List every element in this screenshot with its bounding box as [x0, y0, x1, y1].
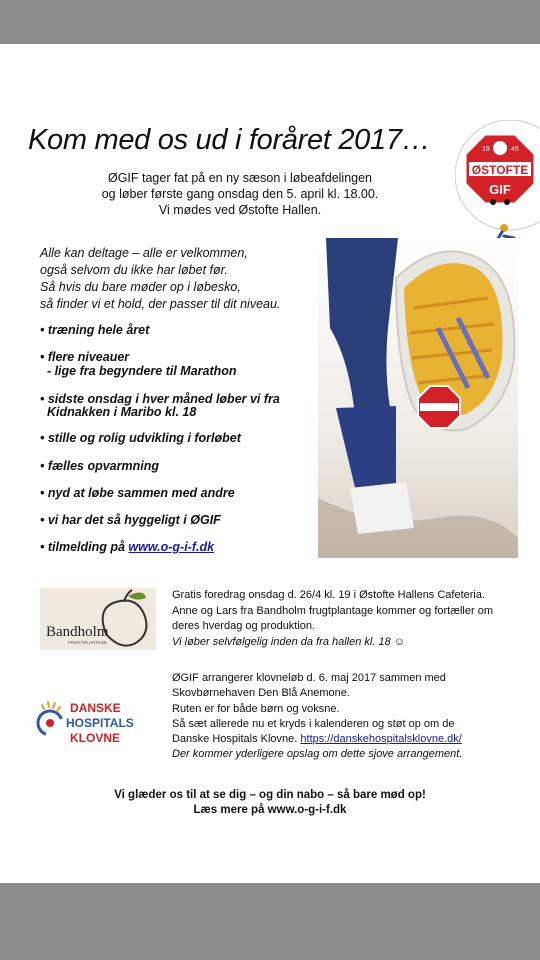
bandholm-line: Anne og Lars fra Bandholm frugtplantage kommer og fortæller om	[172, 604, 493, 617]
intro-line: ØGIF tager fat på en ny sæson i løbeafdelingen	[107, 171, 373, 185]
bottom-bar	[0, 883, 540, 960]
bullet-item: • vi har det så hyggeligt i ØGIF	[40, 513, 221, 527]
bandholm-line: Vi løber selvfølgelig inden da fra hallen kl. 18 ☺	[172, 635, 405, 648]
bullet-item: - lige fra begyndere til Marathon	[40, 364, 237, 378]
klovne-line-prefix: Danske Hospitals Klovne.	[172, 733, 301, 746]
closing-line: Læs mere på www.o-g-i-f.dk	[193, 804, 347, 816]
page-title: Kom med os ud i foråret 2017…	[28, 124, 431, 156]
lead-line: så finder vi et hold, der passer til dit niveau.	[40, 297, 281, 311]
intro-line: Vi mødes ved Østofte Hallen.	[158, 203, 322, 217]
klovne-text	[172, 671, 462, 763]
klovne-link[interactable]: https://danskehospitalsklovne.dk/	[300, 733, 462, 746]
bullet-prefix: • tilmelding på	[40, 540, 129, 554]
bandholm-line: Gratis foredrag onsdag d. 26/4 kl. 19 i Østofte Hallens Cafeteria.	[172, 589, 486, 601]
bandholm-line: deres hverdag og produktion.	[172, 620, 316, 632]
closing-line: Vi glæder os til at se dig – og din nabo – så bare mød op!	[114, 789, 426, 801]
bullet-item: • flere niveauer	[40, 350, 130, 364]
klovne-line: Skovbørnehaven Den Blå Anemone.	[172, 687, 350, 700]
lead-text	[40, 245, 280, 313]
dhk-logo-line1: DANSKE	[70, 701, 121, 715]
logo-bottom-text: GIF	[489, 182, 511, 197]
bandholm-logo	[40, 588, 156, 650]
bandholm-text	[172, 588, 493, 650]
intro-text	[70, 170, 410, 218]
bullet-item: • fælles opvarmning	[40, 459, 159, 473]
lead-line: Alle kan deltage – alle er velkommen,	[40, 246, 248, 260]
klovne-line: Der kommer yderligere opslag om dette sjove arrangement.	[172, 748, 463, 761]
intro-line: og løber første gang onsdag den 5. april kl. 18.00.	[101, 187, 379, 201]
signup-link[interactable]: www.o-g-i-f.dk	[128, 540, 215, 554]
bullet-item: Kidnakken i Maribo kl. 18	[40, 405, 197, 419]
logo-top-text: ØSTOFTE	[471, 163, 529, 177]
dhk-logo-line2: HOSPITALS	[66, 716, 134, 730]
closing-text	[0, 788, 540, 818]
bullet-item: • nyd at løbe sammen med andre	[40, 486, 235, 500]
lead-line: også selvom du ikke har løbet før.	[40, 263, 228, 277]
bandholm-logo-name: Bandholm	[46, 624, 109, 640]
logo-year-right: 45	[511, 146, 519, 153]
bandholm-logo-sub: FRUGTPLANTAGE	[68, 640, 108, 645]
klovne-line: Ruten er for både børn og voksne.	[172, 702, 340, 715]
top-bar	[0, 0, 540, 44]
bullet-item	[40, 540, 214, 555]
klovne-line: ØGIF arrangerer klovneløb d. 6. maj 2017 sammen med	[172, 672, 446, 684]
running-shoe-photo	[318, 238, 518, 558]
klovne-line	[172, 732, 462, 747]
klovne-line: Så sæt allerede nu et kryds i kalenderen og støt op om de	[172, 717, 455, 730]
bullet-item: • sidste onsdag i hver måned løber vi fra	[40, 392, 280, 406]
lead-line: Så hvis du bare møder op i løbesko,	[40, 280, 241, 294]
bullet-item: • stille og rolig udvikling i forløbet	[40, 431, 241, 445]
dhk-logo-line3: KLOVNE	[70, 731, 121, 745]
danske-hospitals-klovne-logo	[36, 697, 164, 745]
bullet-item: • træning hele året	[40, 323, 150, 337]
logo-year-left: 19	[482, 146, 490, 153]
